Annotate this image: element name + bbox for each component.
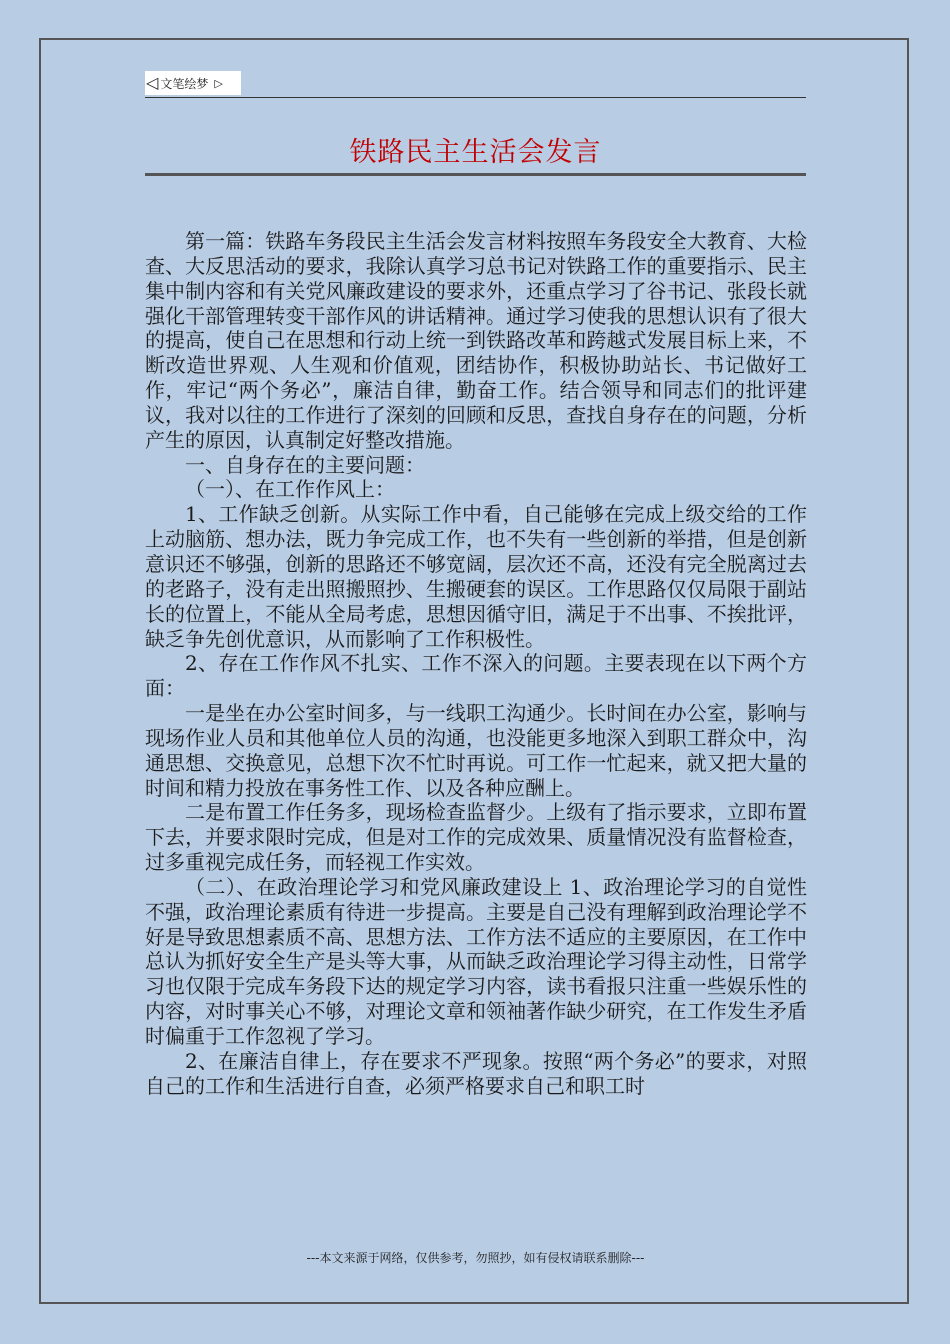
paragraph: 2、在廉洁自律上，存在要求不严现象。按照“两个务必”的要求，对照自己的工作和生活进行自查，必须严格要求自己和职工时 <box>145 1048 807 1098</box>
paragraph: 2、存在工作作风不扎实、工作不深入的问题。主要表现在以下两个方面： <box>145 651 807 701</box>
arrow-left-icon[interactable]: ◁ <box>146 73 159 92</box>
document-body <box>145 229 807 1099</box>
footer-disclaimer: ---本文来源于网络，仅供参考，勿照抄，如有侵权请联系删除--- <box>306 1251 645 1265</box>
paragraph: （二）、在政治理论学习和党风廉政建设上 1、政治理论学习的自觉性不强，政治理论素质有待进一步提高。主要是自己没有理解到政治理论学不好是导致思想素质不高、思想方法、工作方法不适应的主要原因，在工作中总认为抓好安全生产是头等大事，从而缺乏政治理论学习得主动性，日常学习也仅限于完成车务段下达的规定学习内容，读书看报只注重一些娱乐性的内容，对时事关心不够，对理论文章和领袖著作缺少研究，在工作发生矛盾时偏重于工作忽视了学习。 <box>145 874 807 1048</box>
paragraph: 1、工作缺乏创新。从实际工作中看，自己能够在完成上级交给的工作上动脑筋、想办法，既力争完成工作，也不失有一些创新的举措，但是创新意识还不够强，创新的思路还不够宽阔，层次还不高，还没有完全脱离过去的老路子，没有走出照搬照抄、生搬硬套的误区。工作思路仅仅局限于副站长的位置上，不能从全局考虑，思想因循守旧，满足于不出事、不挨批评，缺乏争先创优意识，从而影响了工作积极性。 <box>145 502 807 651</box>
paragraph: 一是坐在办公室时间多，与一线职工沟通少。长时间在办公室，影响与现场作业人员和其他单位人员的沟通，也没能更多地深入到职工群众中，沟通思想、交换意见，总想下次不忙时再说。可工作一忙起来，就又把大量的时间和精力投放在事务性工作、以及各种应酬上。 <box>145 701 807 800</box>
paragraph: 一、自身存在的主要问题： <box>185 452 425 477</box>
document-title: 铁路民主生活会发言 <box>349 137 602 168</box>
header-divider <box>145 97 806 98</box>
title-divider <box>145 173 806 176</box>
paragraph: 二是布置工作任务多，现场检查监督少。上级有了指示要求，立即布置下去，并要求限时完成，但是对工作的完成效果、质量情况没有监督检查，过多重视完成任务，而轻视工作实效。 <box>145 800 807 875</box>
paragraph: （一）、在工作作风上： <box>185 477 395 502</box>
arrow-right-icon[interactable]: ▷ <box>214 76 223 90</box>
header-tab-label: 文笔绘梦 <box>160 76 209 91</box>
paragraph: 第一篇：铁路车务段民主生活会发言材料按照车务段安全大教育、大检查、大反思活动的要求，我除认真学习总书记对铁路工作的重要指示、民主集中制内容和有关党风廉政建设的要求外，还重点学习了谷书记、张段长就强化干部管理转变干部作风的讲话精神。通过学习使我的思想认识有了很大的提高，使自己在思想和行动上统一到铁路改革和跨越式发展目标上来，不断改造世界观、人生观和价值观，团结协作，积极协助站长、书记做好工作，牢记“两个务必”，廉洁自律，勤奋工作。结合领导和同志们的批评建议，我对以往的工作进行了深刻的回顾和反思，查找自身存在的问题，分析产生的原因，认真制定好整改措施。 <box>145 229 807 452</box>
header-tab[interactable] <box>145 71 241 95</box>
